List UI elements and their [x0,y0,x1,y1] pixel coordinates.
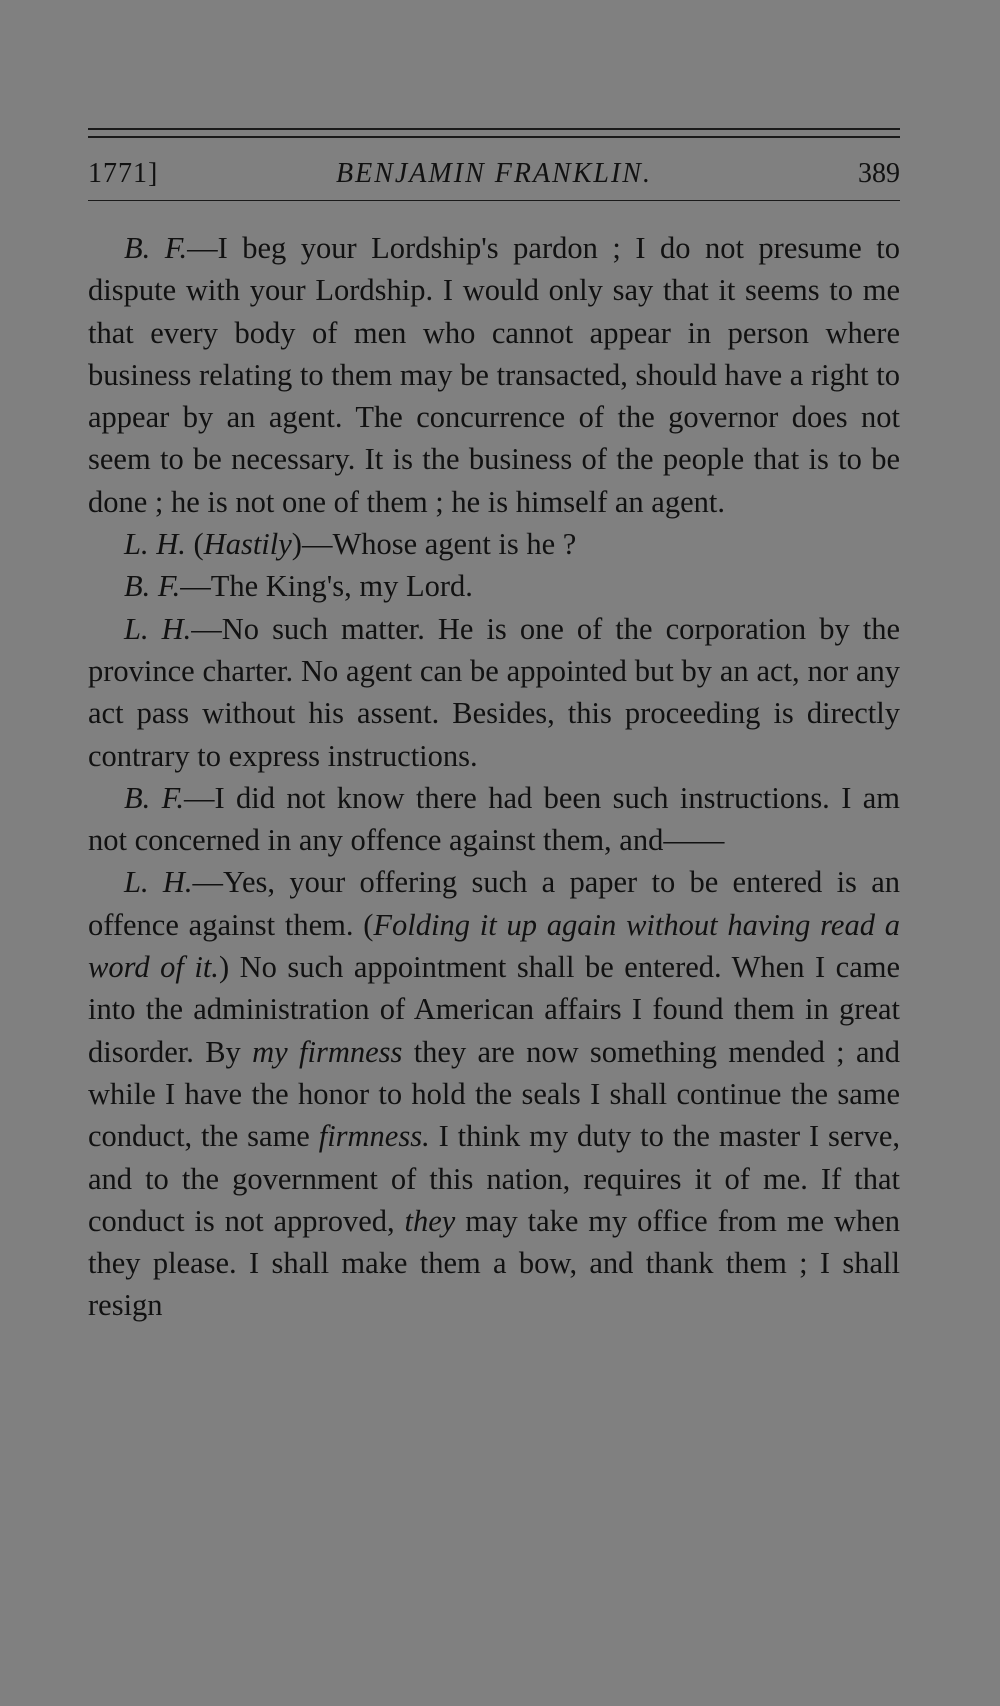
dialogue-paragraph [88,777,900,862]
dialogue-paragraph [88,608,900,777]
header-bottom-rule [88,200,900,201]
header-second-rule [88,136,900,138]
header-top-rule [88,128,900,130]
text-segment: —The King's, my Lord. [180,569,473,604]
running-header [88,152,900,196]
dialogue-paragraph [88,227,900,523]
speaker-initials: B. F. [124,569,181,604]
text-segment: —No such matter. He is one of the corporation by the province charter. No agent can be appointed but by an act, nor any act pass without his assent. Besides, this proceeding is directly contrary to express instructions. [88,611,900,773]
text-segment: I think my duty to the master I serve, and to the government of this nation, requires it of me. If that conduct is not approved, [88,1119,901,1238]
speaker-initials: B. F. [124,780,184,815]
text-segment: ( [185,527,204,562]
speaker-initials: L. H. [124,865,193,900]
dialogue-paragraph [88,861,900,1326]
text-segment: ) No such appointment shall be entered. When I came into the administration of American affairs I found them in great disorder. By [88,950,900,1069]
text-segment: —I did not know there had been such instructions. I am not concerned in any offence against them, and—— [88,780,900,858]
running-title: BENJAMIN FRANKLIN. [336,158,652,189]
dialogue-paragraph [88,523,900,565]
header-year: 1771] [88,158,159,189]
speaker-initials: L. H. [124,527,186,562]
speaker-initials: L. H. [124,611,192,646]
italic-text-segment: my firmness [252,1034,403,1069]
text-segment: they are now something mended ; and while I have the honor to hold the seals I shall continue the same conduct, the same [88,1034,900,1154]
text-segment: )—Whose agent is he ? [291,527,577,562]
italic-text-segment: Hastily [203,527,292,562]
page-number: 389 [858,158,900,189]
italic-text-segment: Folding it up again without having read a word of it. [88,907,900,985]
italic-text-segment: firmness. [318,1119,430,1154]
text-segment: —I beg your Lordship's pardon ; I do not presume to dispute with your Lordship. I would only say that it seems to me that every body of men who cannot appear in person where business relating to them may be transacted, should have a right to appear by an agent. The concurrence of the governor does not seem to be necessary. It is the business of the people that is to be done ; he is not one of them ; he is himself an agent. [88,231,900,519]
body-text [88,227,900,1327]
text-segment: may take my office from me when they please. I shall make them a bow, and thank them ; I shall resign [88,1203,900,1323]
page-content [88,128,900,1327]
dialogue-paragraph [88,565,900,607]
italic-text-segment: they [404,1203,456,1238]
speaker-initials: B. F. [124,231,188,265]
text-segment: —Yes, your offering such a paper to be entered is an offence against them. ( [88,865,900,942]
